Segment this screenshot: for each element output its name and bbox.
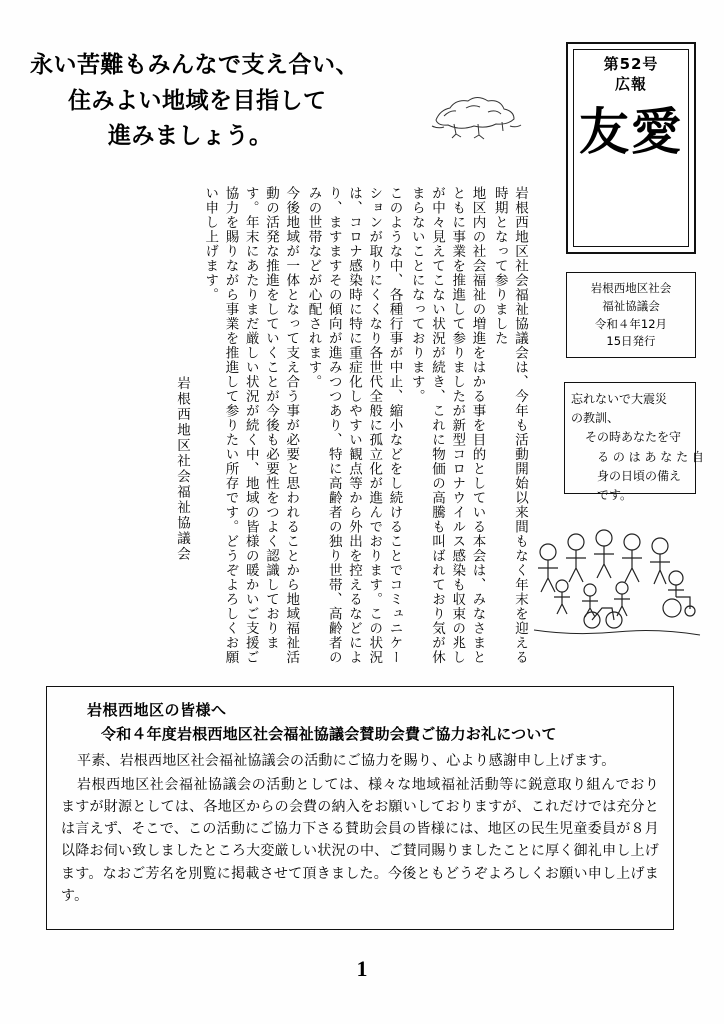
article-column-3: このような中、各種行事が中止、縮小などをし続けることでコミュニケーションが取りにくくなり各世代全般に孤立化が進んでおります。この状況は、コロナ感染時に特に重症化しやすい観点等から外出を控えるなどにより、ますますその傾向が進みつつあり、特に高齢者の独り世帯、高齢者のみの世帯などが心配されます。 <box>305 186 403 665</box>
notice-box <box>46 686 674 930</box>
article-column-1: 岩根西地区社会福祉協議会は、今年も活動開始以来間もなく年末を迎える時期となって参りました <box>491 186 528 665</box>
publisher-line-1: 岩根西地区社会 <box>590 281 672 295</box>
issue-number-line-1: 第52号 <box>603 55 659 73</box>
publication-title: 友愛 <box>579 102 683 161</box>
notice-paragraph-1: 平素、岩根西地区社会福祉協議会の活動にご協力を賜り、心より感謝申し上げます。 <box>77 753 616 769</box>
slogan-line-6: です。 <box>597 487 633 502</box>
headline-line-3: 進みましょう。 <box>108 123 273 150</box>
article-body <box>60 186 530 666</box>
article-signature: 岩根西地区社会福祉協議会 <box>174 376 190 562</box>
page-title <box>30 48 450 155</box>
issue-number <box>568 54 694 95</box>
publisher-line-4: 15日発行 <box>606 334 656 349</box>
slogan-line-5: 身の日頃の備え <box>597 468 682 483</box>
slogan-line-4: る の は あ な た 自 <box>597 449 704 464</box>
slogan-line-3: その時あなたを守 <box>585 430 682 445</box>
notice-subheading: 令和４年度岩根西地区社会福祉協議会賛助会費ご協力お礼について <box>101 725 557 743</box>
notice-heading: 岩根西地区の皆様へ <box>87 701 227 719</box>
tree-doodle-icon <box>418 86 528 140</box>
slogan-line-2: の教訓、 <box>571 411 620 426</box>
article-column-2: 地区内の社会福祉の増進をはかる事を目的としている本会は、みなさまとともに事業を推進して参りましたが新型コロナウイルス感染も収束の兆しが中々見えてこない状況が続き、これに物価の高騰も叫ばれており気が休まらないことになっております。 <box>408 186 486 665</box>
notice-paragraph-2: 岩根西地区社会福祉協議会の活動としては、様々な地域福祉活動等に鋭意取り組んでおりますが財源としては、各地区からの会費の納入をお願いしておりますが、これだけでは充分とは言えず、そこで、この活動にご協力下さる賛助会員の皆様には、地区の民生児童委員が８月以降お伺い致しましたところ大変厳しい状況の中、ご賛同賜りましたことに厚く御礼申し上げます。なおご芳名を別覧に掲載させて頂きました。今後ともどうぞよろしくお願い申し上げます。 <box>61 777 659 904</box>
slogan-line-1: 忘れないで大震災 <box>571 392 668 406</box>
article-column-4: 今後地域が一体となって支え合う事が必要と思われることから地域福祉活動の活発な推進をしていくことが今後も必要性をつよく認識しております。年末にあたりまだ厳しい状況が続く中、地域の皆様の暖かいご支援ご協力を賜りながら事業を推進して参りたい所存です。どうぞよろしくお願い申し上げます。 <box>202 186 300 665</box>
publisher-box <box>566 272 696 358</box>
headline-line-2: 住みよい地域を目指して <box>68 87 327 114</box>
headline-line-1: 永い苦難もみんなで支え合い、 <box>30 52 359 78</box>
people-illustration-icon <box>526 512 706 642</box>
publisher-line-3: 令和４年12月 <box>594 316 668 331</box>
issue-number-line-2: 広報 <box>614 75 647 94</box>
masthead-box <box>566 42 696 254</box>
publisher-line-2: 福祉協議会 <box>602 298 660 313</box>
page-number: 1 <box>356 956 368 981</box>
slogan-box <box>564 382 704 502</box>
